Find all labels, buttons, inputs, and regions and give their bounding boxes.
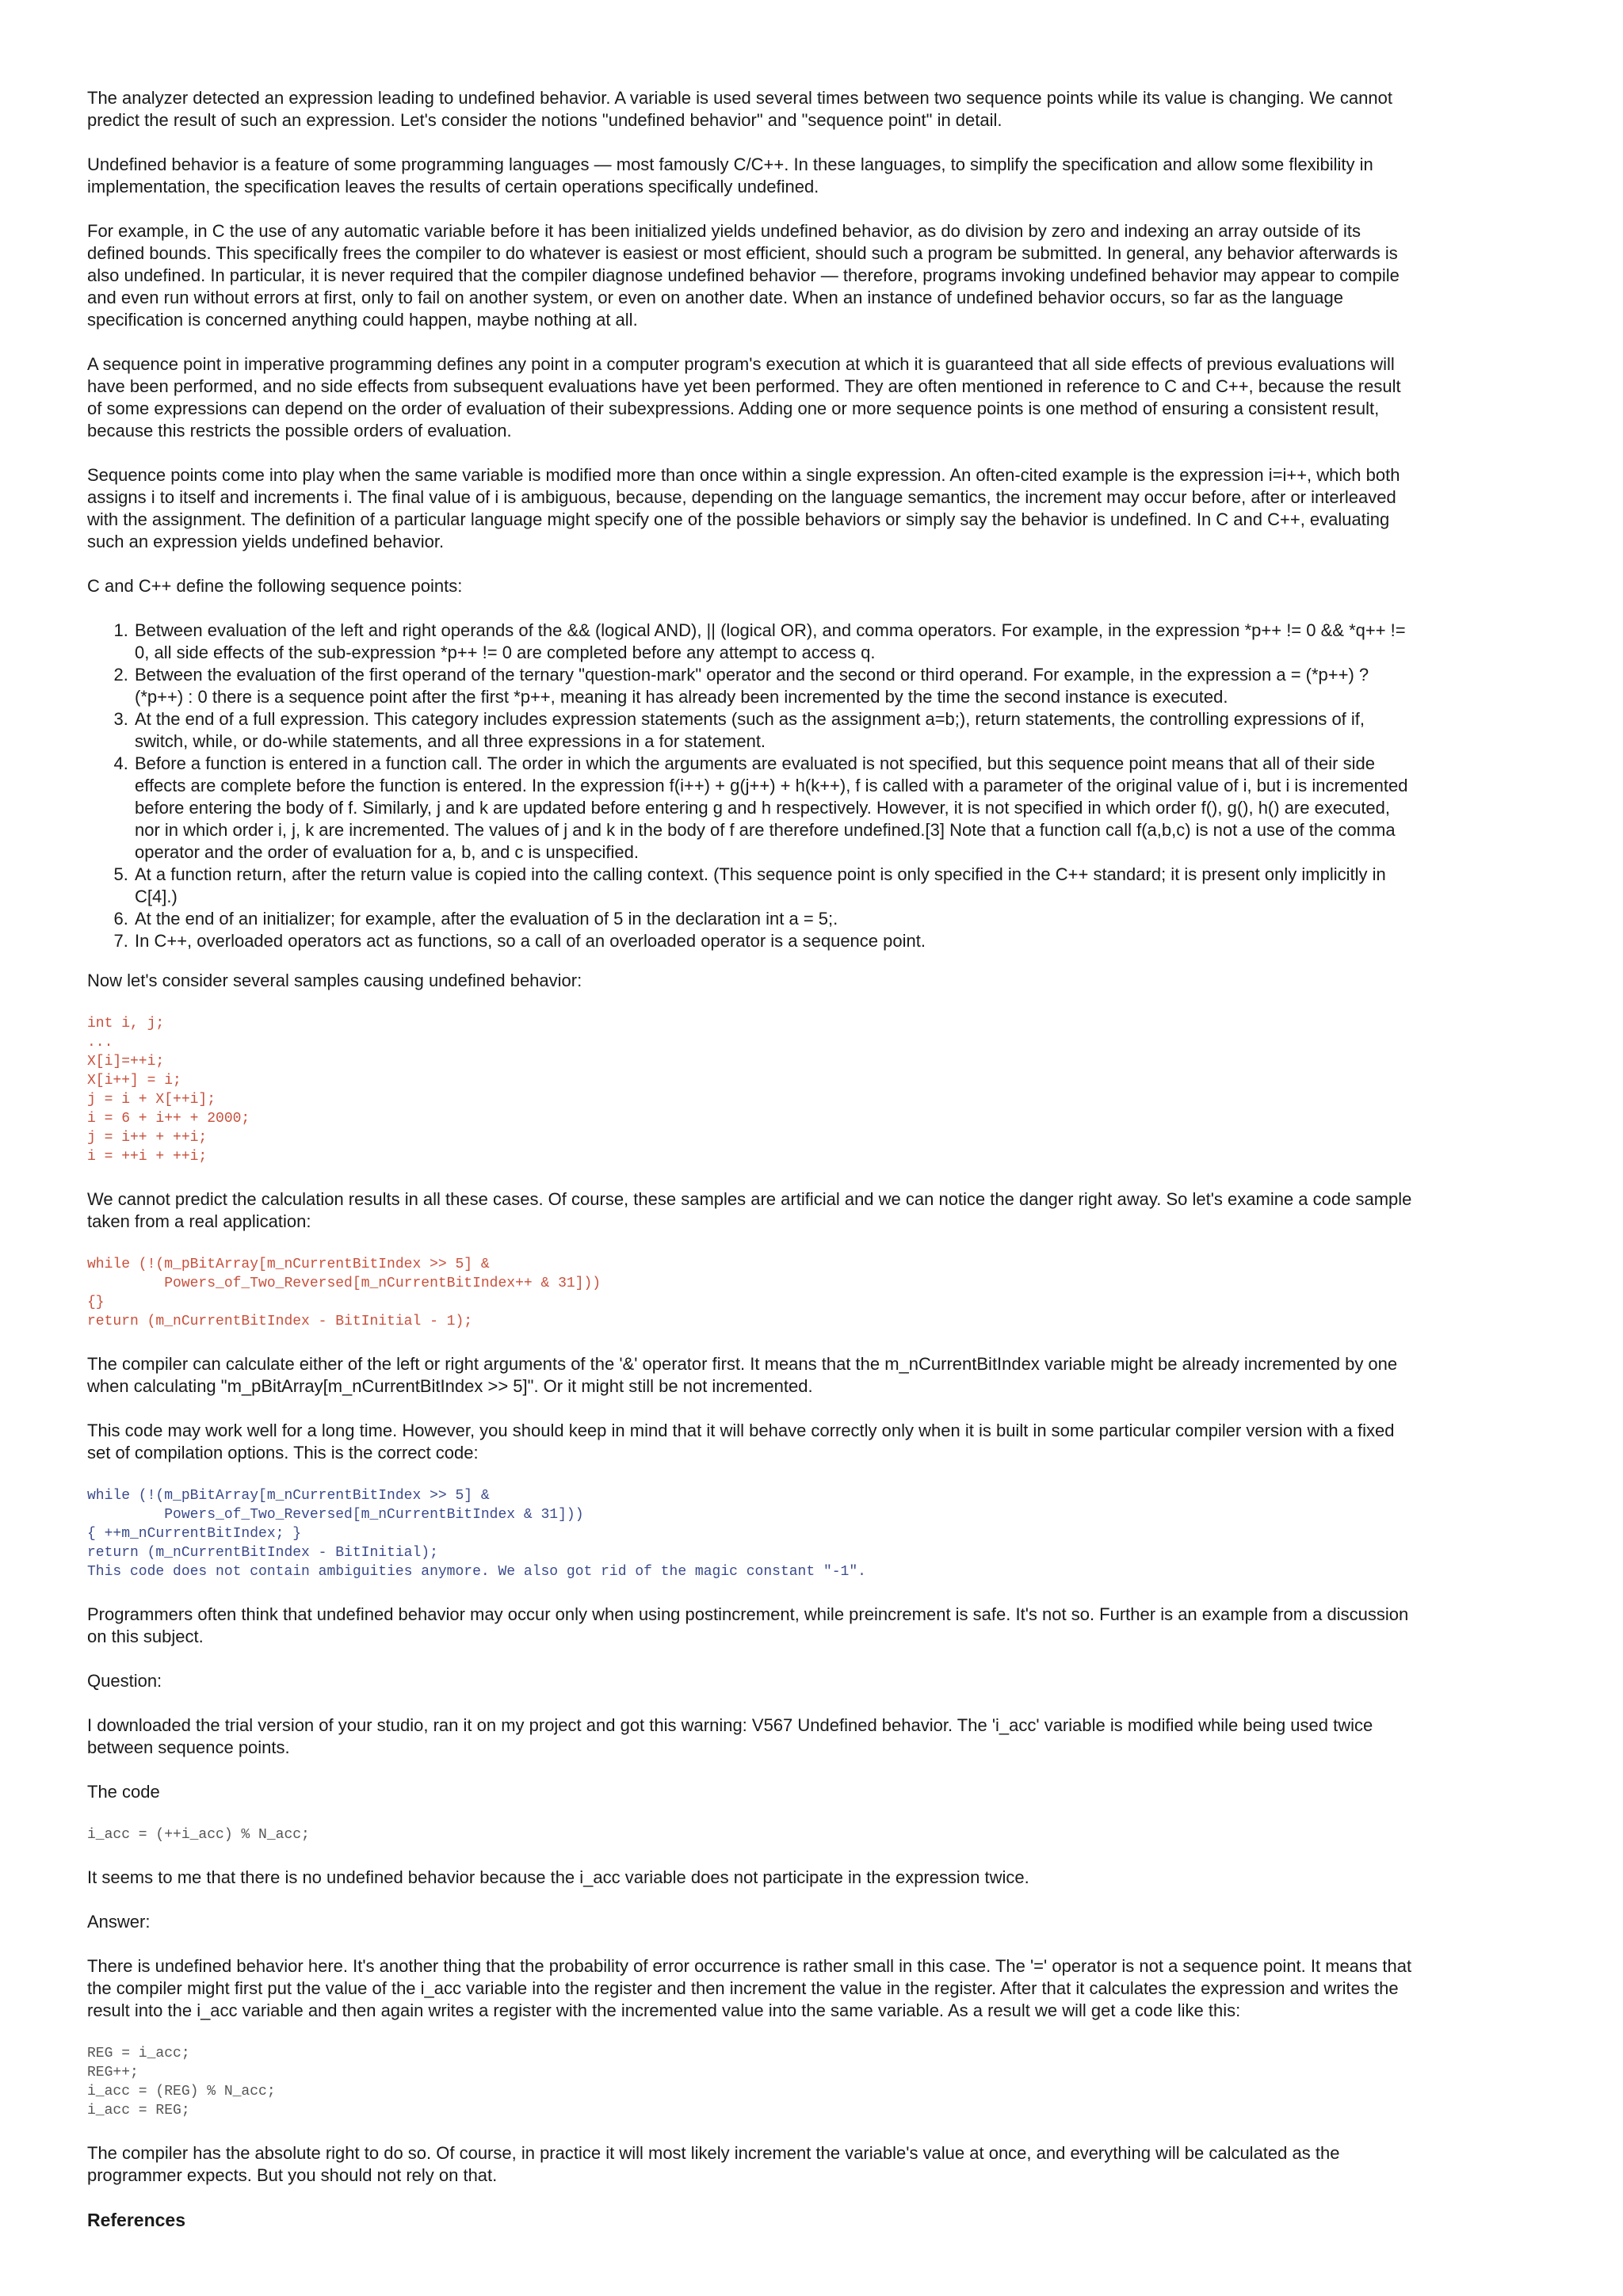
paragraph-preincrement: Programmers often think that undefined behavior may occur only when using postincrement, while preincrement is safe. It's not so. Further is an example from a discussion on this subject.: [87, 1604, 1409, 1646]
list-item: 3. At the end of a full expression. This category includes expression statements (such as the assignment a=b;), return statements, the controlling expressions of if, switch, while, or do-while statements, and all three expressions in a for statement.: [133, 708, 1419, 753]
paragraph-sequence-list-intro: C and C++ define the following sequence points:: [87, 576, 463, 596]
list-item: 5. At a function return, after the return value is copied into the calling context. (This sequence point is only specified in the C++ standard; it is present only implicitly in C[4].): [133, 864, 1419, 908]
list-item: 2. Between the evaluation of the first operand of the ternary "question-mark" operator and the second or third operand. For example, in the expression a = (*p++) ? (*p++) : 0 there is a sequence point after the first *p++, meaning it has already been incremented by the time the second instance is executed.: [133, 664, 1419, 708]
references-heading: References: [87, 2210, 186, 2230]
list-item: 4. Before a function is entered in a function call. The order in which the arguments are evaluated is not specified, but this sequence point means that all of their side effects are complete before the function is entered. In the expression f(i++) + g(j++) + h(k++), f is called with a parameter of the original value of i, but i is incremented before entering the body of f. Similarly, j and k are updated before entering g and h respectively. However, it is not specified in which order f(), g(), h() are executed, nor in which order i, j, k are incremented. The values of j and k in the body of f are therefore undefined.[3] Note that a function call f(a,b,c) is not a use of the comma operator and the order of evaluation for a, b, and c is unspecified.: [133, 753, 1419, 864]
code-block-question: i_acc = (++i_acc) % N_acc;: [87, 1827, 310, 1843]
paragraph-undefined-behavior: Undefined behavior is a feature of some programming languages — most famously C/C++. In these languages, to simplify the specification and allow some flexibility in implementation, the specification leaves the results of certain operations specifically undefined.: [87, 154, 1373, 196]
paragraph-operator-order: The compiler can calculate either of the left or right arguments of the '&' operator first. It means that the m_nCurrentBitIndex variable might be already incremented by one when calculating "m_pBitArray[m_nCurrentBitIndex >> 5]". Or it might still be not incremented.: [87, 1354, 1398, 1396]
paragraph-sequence-point: A sequence point in imperative programming defines any point in a computer program's execution at which it is guaranteed that all side effects of previous evaluations will have been performed, and no side effects from subsequent evaluations have yet been performed. They are often mentioned in reference to C and C++, because the result of some expressions can depend on the order of evaluation of their subexpressions. Adding one or more sequence points is one method of ensuring a consistent result, because this restricts the possible orders of evaluation.: [87, 354, 1401, 441]
paragraph-sequence-point-example: Sequence points come into play when the same variable is modified more than once within a single expression. An often-cited example is the expression i=i++, which both assigns i to itself and increments i. The final value of i is ambiguous, because, depending on the language semantics, the increment may occur before, after or interleaved with the assignment. The definition of a particular language might specify one of the possible behaviors or simply say the behavior is undefined. In C and C++, evaluating such an expression yields undefined behavior.: [87, 465, 1400, 551]
list-item: 7. In C++, overloaded operators act as functions, so a call of an overloaded operator is a sequence point.: [133, 930, 1419, 952]
paragraph-code-label: The code: [87, 1782, 160, 1802]
list-item: 6. At the end of an initializer; for example, after the evaluation of 5 in the declaration int a = 5;.: [133, 908, 1419, 930]
paragraph-undefined-example: For example, in C the use of any automatic variable before it has been initialized yields undefined behavior, as do division by zero and indexing an array outside of its defined bounds. This specifically frees the compiler to do whatever is easiest or most efficient, should such a program be submitted. In general, any behavior afterwards is also undefined. In particular, it is never required that the compiler diagnose undefined behavior — therefore, programs invoking undefined behavior may appear to compile and even run without errors at first, only to fail on another system, or even on another date. When an instance of undefined behavior occurs, so far as the language specification is concerned anything could happen, maybe nothing at all.: [87, 221, 1400, 330]
code-block-register: REG = i_acc; REG++; i_acc = (REG) % N_acc; i_acc = REG;: [87, 2046, 276, 2119]
paragraph-conclusion: The compiler has the absolute right to do so. Of course, in practice it will most likely increment the variable's value at once, and everything will be calculated as the programmer expects. But you should not rely on that.: [87, 2143, 1340, 2185]
code-block-real-app: while (!(m_pBitArray[m_nCurrentBitIndex >> 5] & Powers_of_Two_Reversed[m_nCurrentBitIndex++ & 31])) {} return (m_nCurrentBitIndex - BitInitial - 1);: [87, 1257, 601, 1329]
code-block-correct: while (!(m_pBitArray[m_nCurrentBitIndex >> 5] & Powers_of_Two_Reversed[m_nCurrentBitIndex & 31])) { ++m_nCurrentBitIndex; } return (m_nCurrentBitIndex - BitInitial); This code does not contain ambiguities anymore. We also got rid of the magic constant "-1".: [87, 1488, 866, 1580]
sequence-points-list: [87, 620, 1419, 952]
paragraph-answer-label: Answer:: [87, 1912, 151, 1932]
paragraph-samples-intro: Now let's consider several samples causing undefined behavior:: [87, 971, 582, 990]
paragraph-answer: There is undefined behavior here. It's another thing that the probability of error occurrence is rather small in this case. The '=' operator is not a sequence point. It means that the compiler might first put the value of the i_acc variable into the register and then increment the value in the register. After that it calculates the expression and writes the result into the i_acc variable and then again writes a register with the incremented value into the same variable. As a result we will get a code like this:: [87, 1956, 1412, 2020]
paragraph-question-claim: It seems to me that there is no undefined behavior because the i_acc variable does not participate in the expression twice.: [87, 1867, 1029, 1887]
code-block-samples: int i, j; ... X[i]=++i; X[i++] = i; j = i + X[++i]; i = 6 + i++ + 2000; j = i++ + ++i; i = ++i + ++i;: [87, 1016, 250, 1165]
document-body: [87, 87, 1419, 2231]
paragraph-correct-code-intro: This code may work well for a long time. However, you should keep in mind that it will behave correctly only when it is built in some particular compiler version with a fixed set of compilation options. This is the correct code:: [87, 1421, 1395, 1463]
paragraph-intro: The analyzer detected an expression leading to undefined behavior. A variable is used several times between two sequence points while its value is changing. We cannot predict the result of such an expression. Let's consider the notions "undefined behavior" and "sequence point" in detail.: [87, 88, 1392, 130]
paragraph-question: I downloaded the trial version of your studio, ran it on my project and got this warning: V567 Undefined behavior. The 'i_acc' variable is modified while being used twice between sequence points.: [87, 1715, 1373, 1757]
paragraph-real-app-intro: We cannot predict the calculation results in all these cases. Of course, these samples are artificial and we can notice the danger right away. So let's examine a code sample taken from a real application:: [87, 1189, 1412, 1231]
list-item: 1. Between evaluation of the left and right operands of the && (logical AND), || (logical OR), and comma operators. For example, in the expression *p++ != 0 && *q++ != 0, all side effects of the sub-expression *p++ != 0 are completed before any attempt to access q.: [133, 620, 1419, 664]
paragraph-question-label: Question:: [87, 1671, 162, 1691]
